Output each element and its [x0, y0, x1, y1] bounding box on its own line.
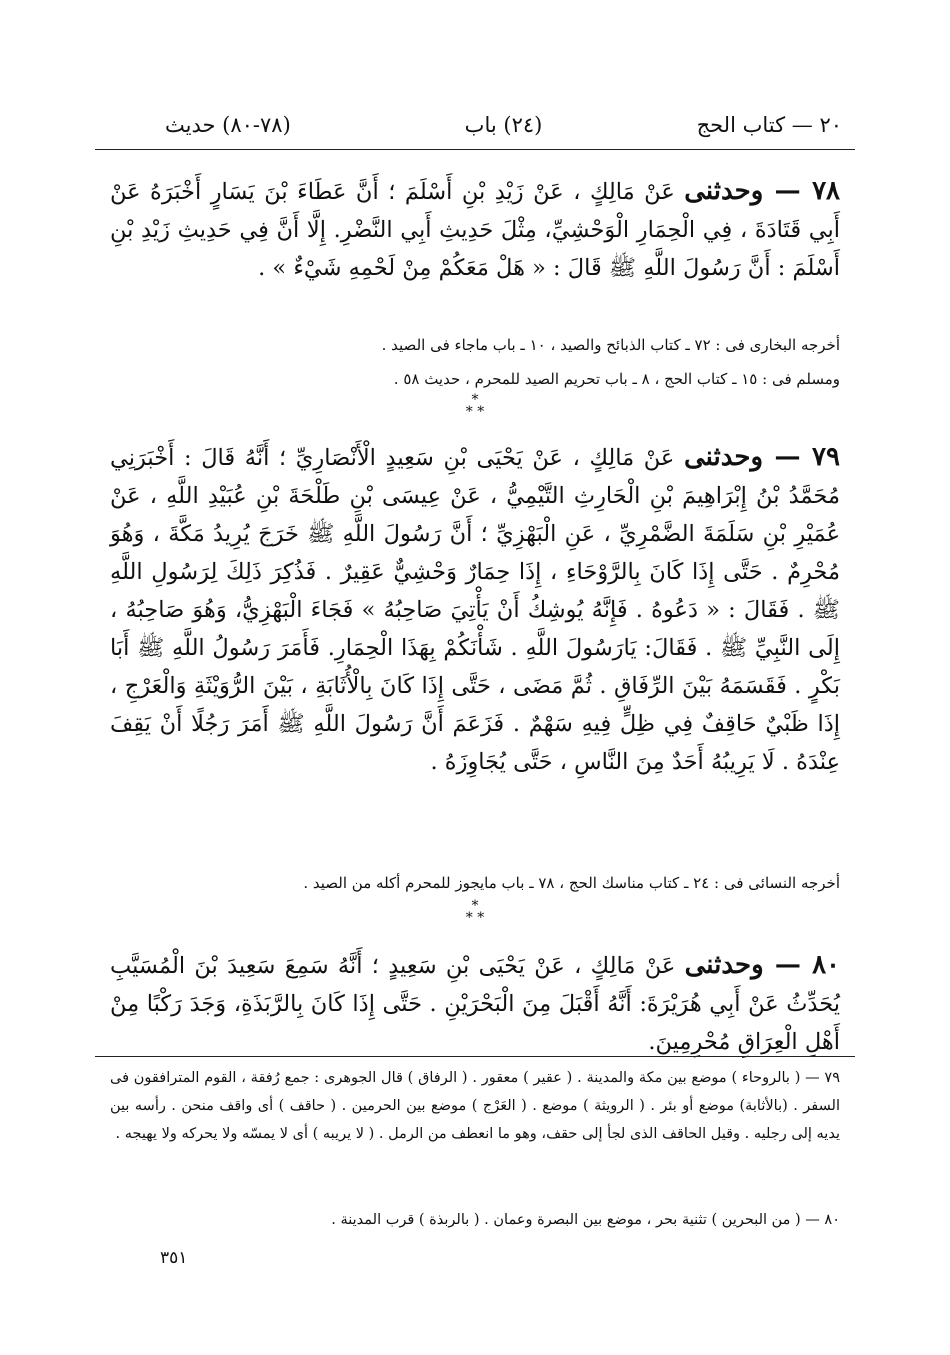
header-chapter: (٢٤) باب: [464, 113, 543, 137]
hadith-80-lead: ٨٠ — وحدثنى: [684, 950, 840, 980]
footnote-80: ٨٠ — ( من البحرين ) تثنية بحر ، موضع بين البصرة وعمان . ( بالربذة ) قرب المدينة .: [331, 1212, 840, 1228]
header-hadith-range: (٧٨-٨٠) حديث: [165, 113, 291, 137]
hadith-78-lead: ٧٨ — وحدثنى: [684, 176, 840, 206]
hadith-80: [110, 946, 840, 1061]
hadith-79-text: عَنْ مَالِكٍ ، عَنْ يَحْيَى بْنِ سَعِيدٍ الْأَنْصَارِيِّ ؛ أَنَّهُ قَالَ : أَخْبَرَنِي مُحَمَّدُ بْنُ إِبْرَاهِيمَ بْنِ الْحَارِثِ التَّيْمِيُّ ، عَنْ عِيسَى بْنِ طَلْحَةَ بْنِ عُبَيْدِ اللَّهِ ، عَنْ عُمَيْرِ بْنِ سَلَمَةَ الضَّمْرِيِّ ، عَنِ الْبَهْزِيِّ ؛ أَنَّ رَسُولَ اللَّهِ ﷺ خَرَجَ يُرِيدُ مَكَّةَ ، وَهُوَ مُحْرِمٌ . حَتَّى إِذَا كَانَ بِالرَّوْحَاءِ ، إِذَا حِمَارٌ وَحْشِيٌّ عَقِيرٌ . فَذُكِرَ ذَلِكَ لِرَسُولِ اللَّهِ ﷺ . فَقَالَ : « دَعُوهُ . فَإِنَّهُ يُوشِكُ أَنْ يَأْتِيَ صَاحِبُهُ » فَجَاءَ الْبَهْزِيُّ، وَهُوَ صَاحِبُهُ ، إِلَى النَّبِيِّ ﷺ . فَقَالَ: يَارَسُولَ اللَّهِ . شَأْنَكُمْ بِهَذَا الْحِمَارِ. فَأَمَرَ رَسُولُ اللَّهِ ﷺ أَبَا بَكْرٍ . فَقَسَمَهُ بَيْنَ الرِّفَاقِ . ثُمَّ مَضَى ، حَتَّى إِذَا كَانَ بِالْأُثَابَةِ ، بَيْنَ الرُّوَيْثَةِ وَالْعَرْجِ ، إِذَا ظَبْيٌ حَاقِفٌ فِي ظِلٍّ فِيهِ سَهْمٌ . فَزَعَمَ أَنَّ رَسُولَ اللَّهِ ﷺ أَمَرَ رَجُلًا أَنْ يَقِفَ عِنْدَهُ . لَا يَرِيبُهُ أَحَدٌ مِنَ النَّاسِ ، حَتَّى يُجَاوِزَهُ .: [110, 445, 840, 775]
running-header: [165, 113, 842, 147]
page-number: ٣٥١: [160, 1248, 188, 1268]
section-separator-1: * * *: [465, 392, 485, 420]
hadith-78: [110, 172, 840, 287]
header-book-title: ٢٠ — كتاب الحج: [696, 113, 842, 137]
hadith-79-lead: ٧٩ — وحدثنى: [683, 442, 840, 472]
hadith-78-source-2: ومسلم فى : ١٥ ـ كتاب الحج ، ٨ ـ باب تحريم الصيد للمحرم ، حديث ٥٨ .: [393, 370, 840, 388]
header-rule: [95, 149, 855, 150]
hadith-80-text: عَنْ مَالِكٍ ، عَنْ يَحْيَى بْنِ سَعِيدٍ ؛ أَنَّهُ سَمِعَ سَعِيدَ بْنَ الْمُسَيَّبِ يُحَدِّثُ عَنْ أَبِي هُرَيْرَةَ: أَنَّهُ أَقْبَلَ مِنَ الْبَحْرَيْنِ . حَتَّى إِذَا كَانَ بِالرَّبَذَةِ، وَجَدَ رَكْبًا مِنْ أَهْلِ الْعِرَاقِ مُحْرِمِينَ.: [110, 953, 840, 1055]
hadith-78-source-1: أخرجه البخارى فى : ٧٢ ـ كتاب الذبائح والصيد ، ١٠ ـ باب ماجاء فى الصيد .: [381, 336, 840, 354]
footnote-rule: [95, 1056, 855, 1057]
section-separator-2: * * *: [465, 898, 485, 926]
footnote-79: ٧٩ — ( بالروحاء ) موضع بين مكة والمدينة . ( عقير ) معقور . ( الرفاق ) قال الجوهرى : جمع رُفقة ، القوم المترافقون فى السفر . (بالأثابة) موضع أو بئر . ( الرويثة ) موضع . ( العَرْج ) موضع بين الحرمين . ( حاقف ) أى واقف منحن . رأسه بين يديه إلى رجليه . وقيل الحاقف الذى لجأ إلى حقف، وهو ما انعطف من الرمل . ( لا يريبه ) أى لا يمسّه ولا يحركه ولا يهيجه .: [110, 1070, 840, 1142]
hadith-79: [110, 438, 840, 781]
hadith-79-source-1: أخرجه النسائى فى : ٢٤ ـ كتاب مناسك الحج ، ٧٨ ـ باب مايجوز للمحرم أكله من الصيد .: [303, 874, 840, 892]
hadith-78-text: عَنْ مَالِكٍ ، عَنْ زَيْدِ بْنِ أَسْلَمَ ؛ أَنَّ عَطَاءَ بْنَ يَسَارٍ أَخْبَرَهُ عَنْ أَبِي قَتَادَةَ ، فِي الْحِمَارِ الْوَحْشِيِّ، مِثْلَ حَدِيثِ أَبِي النَّضْرِ. إِلَّا أَنَّ فِي حَدِيثِ زَيْدِ بْنِ أَسْلَمَ : أَنَّ رَسُولَ اللَّهِ ﷺ قَالَ : « هَلْ مَعَكُمْ مِنْ لَحْمِهِ شَيْءٌ » .: [110, 179, 840, 281]
